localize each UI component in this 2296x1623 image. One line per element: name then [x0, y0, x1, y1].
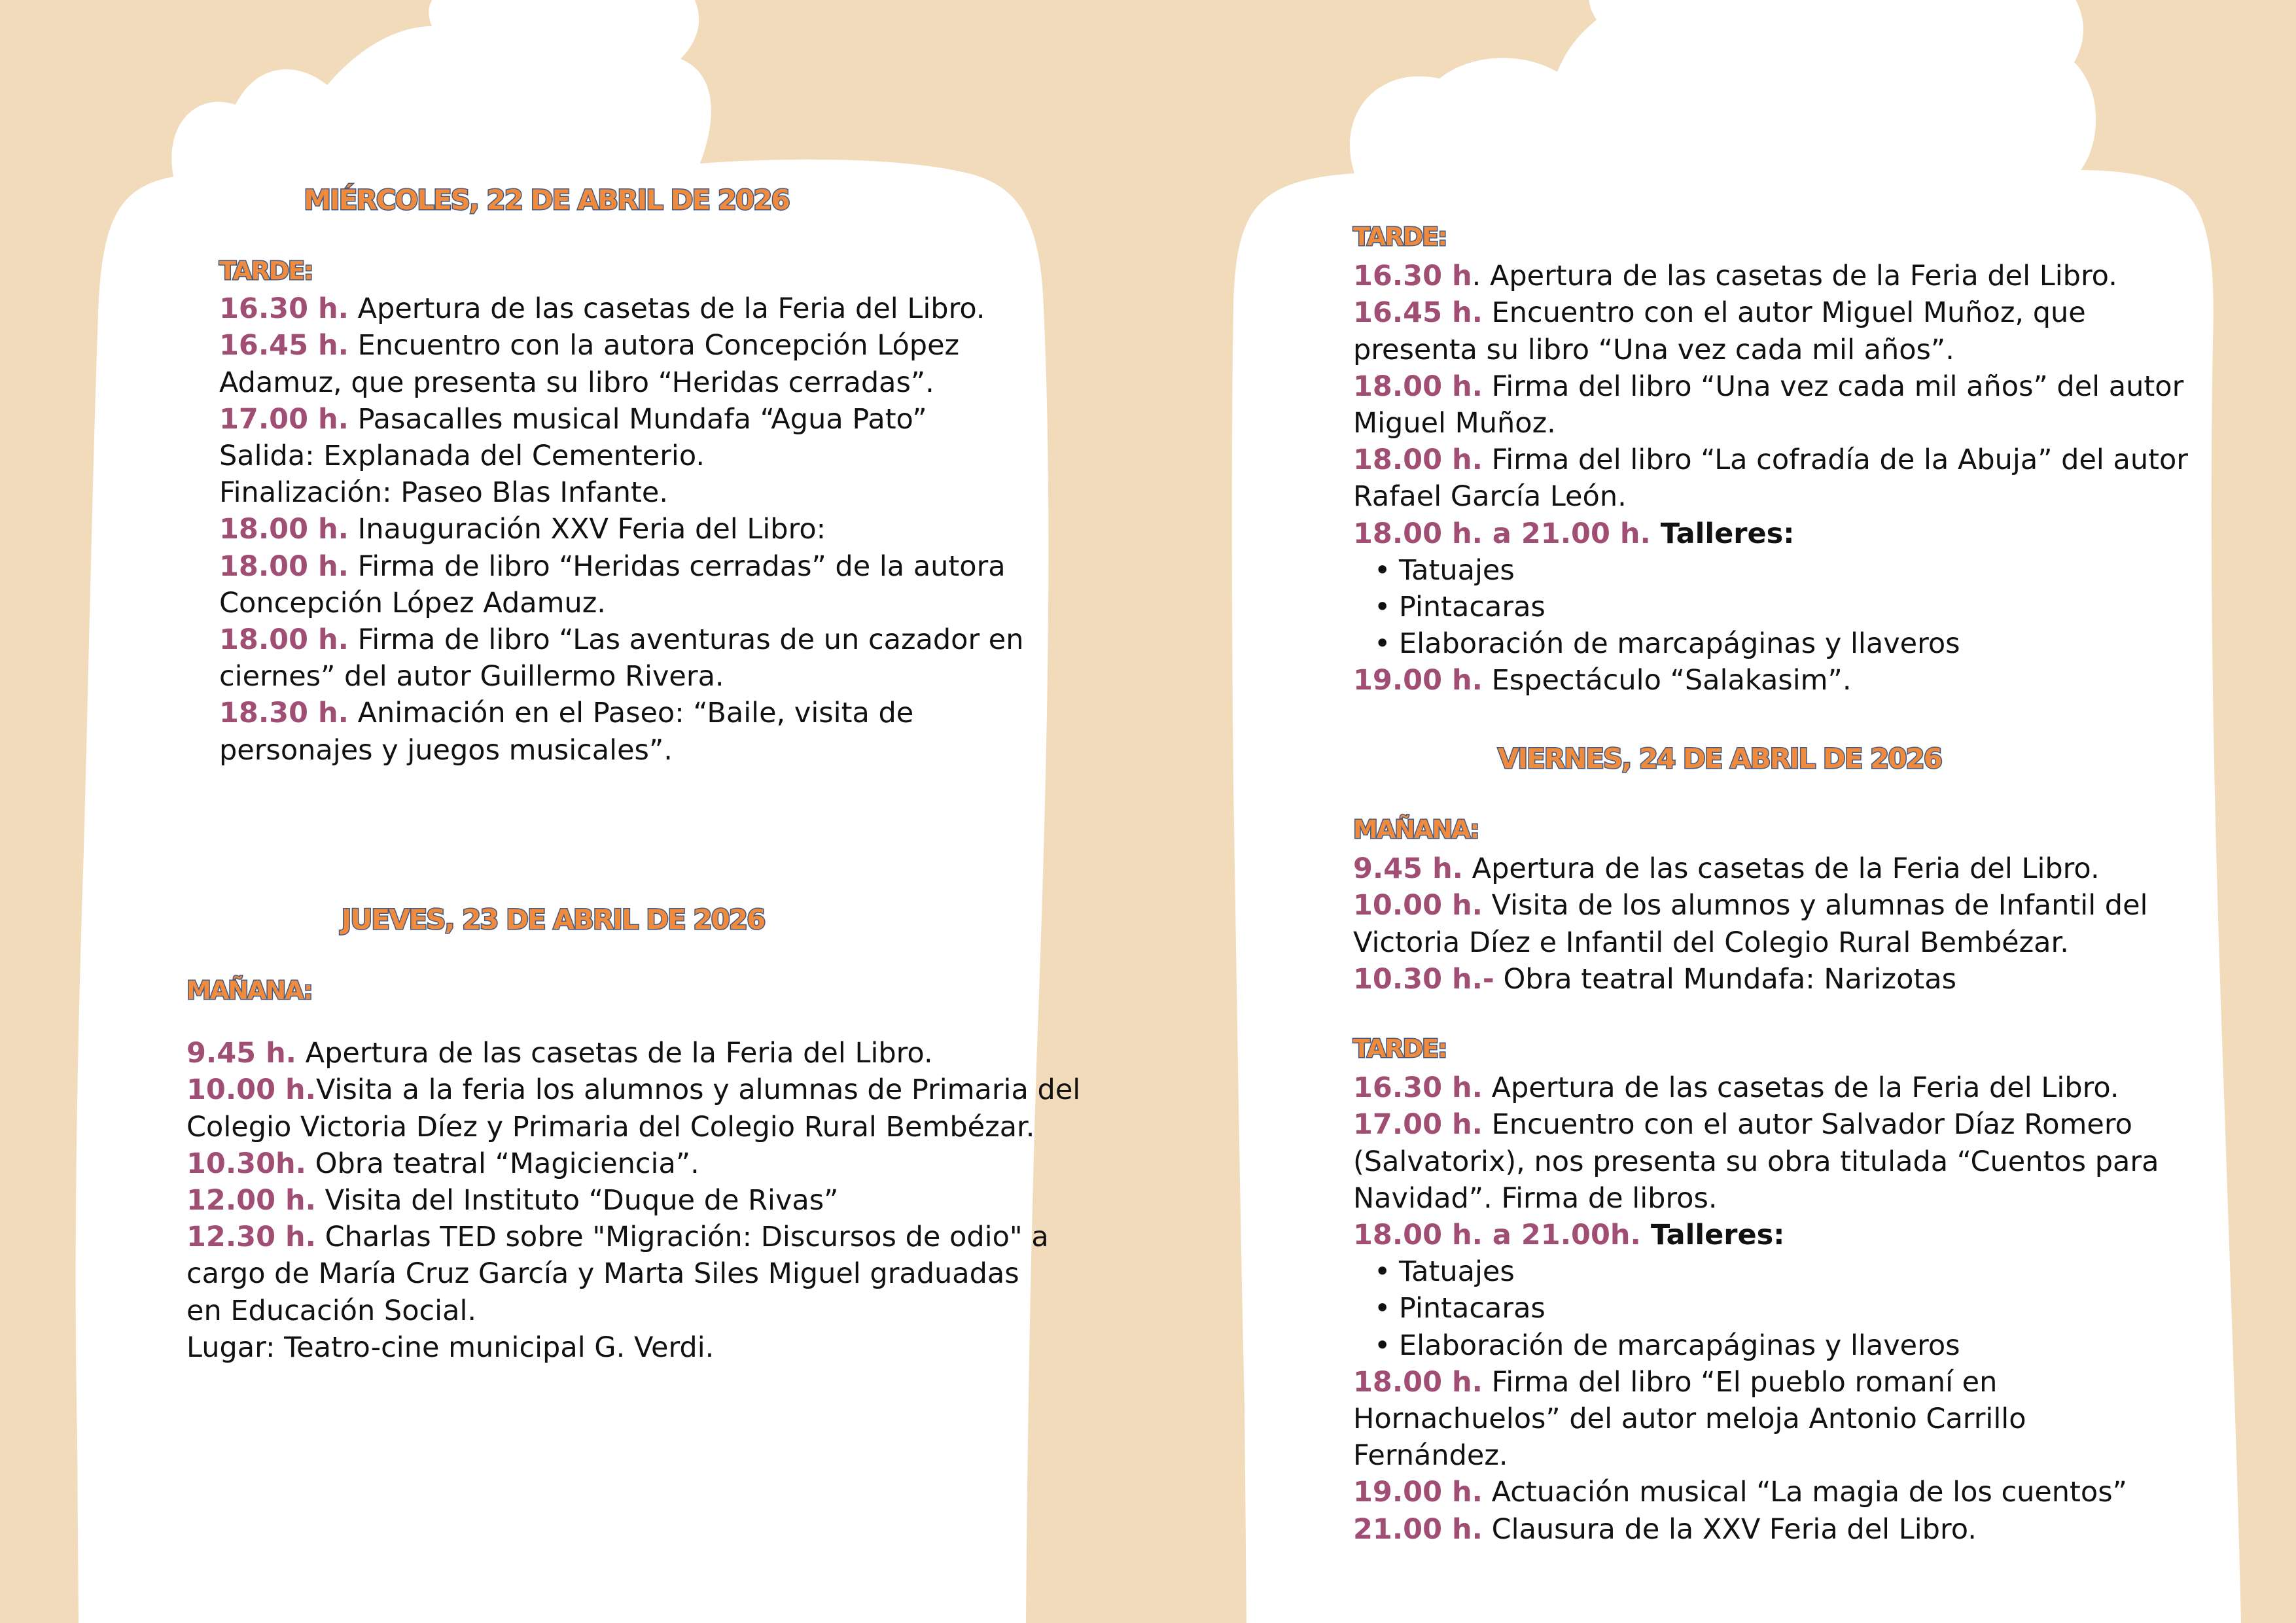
schedule-line: en Educación Social. — [186, 1294, 477, 1327]
event-text: Inauguración XXV Feria del Libro: — [348, 513, 826, 546]
schedule-line — [1353, 850, 2230, 887]
schedule-line — [1353, 1474, 2230, 1510]
event-text: Animación en el Paseo: “Baile, visita de — [348, 697, 914, 730]
event-time: 17.00 h. — [219, 402, 349, 436]
event-text: Firma del libro “Una vez cada mil años” del autor — [1482, 370, 2184, 403]
event-text: Apertura de las casetas de la Feria del Libro. — [348, 292, 985, 326]
event-time: 16.30 h. — [219, 292, 349, 326]
schedule-line — [1353, 887, 2230, 924]
schedule-line: Concepción López Adamuz. — [219, 586, 606, 620]
schedule-line — [219, 695, 1096, 731]
event-time: 12.00 h. — [186, 1184, 316, 1217]
event-time: 18.00 h. — [219, 513, 349, 546]
event-time: 19.00 h. — [1353, 664, 1483, 697]
schedule-line: Finalización: Paseo Blas Infante. — [219, 476, 668, 510]
schedule-line — [219, 401, 1096, 438]
schedule-line: Colegio Victoria Díez y Primaria del Colegio Rural Bembézar. — [186, 1110, 1035, 1143]
workshops-label: Talleres: — [1650, 517, 1795, 550]
event-time: 16.45 h. — [1353, 296, 1483, 330]
wednesday-block — [219, 182, 1096, 769]
workshop-item: • Pintacaras — [1353, 1290, 2230, 1327]
event-time: 9.45 h. — [1353, 852, 1464, 886]
event-time: 18.00 h. — [1353, 370, 1483, 403]
schedule-line — [1353, 1070, 2230, 1106]
event-time: 10.00 h. — [1353, 889, 1483, 922]
event-text: Obra teatral Mundafa: Narizotas — [1494, 962, 1956, 996]
event-text: Visita del Instituto “Duque de Rivas” — [315, 1184, 839, 1217]
event-time: 10.30h. — [186, 1147, 306, 1180]
friday-morning-label: MAÑANA: — [1353, 815, 1479, 844]
event-text: Visita de los alumnos y alumnas de Infantil del — [1482, 889, 2148, 922]
schedule-line — [1353, 368, 2230, 405]
event-time: 18.00 h. a 21.00h. — [1353, 1219, 1641, 1252]
schedule-line — [186, 1035, 1050, 1072]
schedule-line: Salida: Explanada del Cementerio. — [219, 440, 705, 473]
event-text: Charlas TED sobre "Migración: Discursos de odio" a — [315, 1221, 1049, 1254]
workshop-item: • Elaboración de marcapáginas y llaveros — [1353, 625, 2230, 662]
event-time: 10.00 h. — [186, 1073, 316, 1107]
schedule-line — [1353, 1364, 2230, 1401]
schedule-line: Hornachuelos” del autor meloja Antonio Carrillo — [1353, 1403, 2026, 1436]
event-time: 10.30 h.- — [1353, 962, 1494, 996]
schedule-line — [1353, 1106, 2230, 1143]
event-text: Encuentro con el autor Miguel Muñoz, que — [1482, 296, 2086, 330]
event-text: Firma del libro “La cofradía de la Abuja” del autor — [1482, 444, 2188, 477]
friday-afternoon-label: TARDE: — [1353, 1034, 1447, 1064]
event-text: Obra teatral “Magiciencia”. — [306, 1147, 699, 1180]
thursday-title: JUEVES, 23 DE ABRIL DE 2026 — [341, 903, 765, 935]
event-time: 17.00 h. — [1353, 1108, 1483, 1142]
event-text: Actuación musical “La magia de los cuentos” — [1482, 1476, 2127, 1509]
event-time: 18.00 h. — [219, 550, 349, 583]
workshop-item: • Tatuajes — [1353, 552, 2230, 589]
event-time: 18.00 h. — [219, 623, 349, 657]
schedule-line — [186, 1145, 1050, 1182]
schedule-line: cargo de María Cruz García y Marta Siles Miguel graduadas — [186, 1257, 1019, 1291]
schedule-line — [186, 1072, 1081, 1108]
schedule-line: ciernes” del autor Guillermo Rivera. — [219, 660, 724, 693]
workshops-label: Talleres: — [1640, 1219, 1785, 1252]
schedule-line — [186, 1182, 1050, 1219]
wednesday-afternoon-label: TARDE: — [219, 256, 313, 285]
thursday-morning-label: MAÑANA: — [186, 976, 312, 1005]
schedule-line — [219, 621, 1096, 658]
event-time: 18.00 h. a 21.00 h. — [1353, 517, 1651, 550]
schedule-line — [219, 511, 1096, 548]
schedule-line: Victoria Díez e Infantil del Colegio Rural Bembézar. — [1353, 926, 2069, 959]
schedule-line — [1353, 1217, 2230, 1253]
event-time: 19.00 h. — [1353, 1476, 1483, 1509]
event-time: 16.45 h. — [219, 329, 349, 362]
event-text: Encuentro con la autora Concepción López — [348, 329, 960, 362]
schedule-line — [1353, 961, 2230, 998]
event-text: Clausura de la XXV Feria del Libro. — [1482, 1512, 1977, 1546]
event-text: Espectáculo “Salakasim”. — [1482, 664, 1852, 697]
event-time: 9.45 h. — [186, 1037, 297, 1070]
event-text: Apertura de las casetas de la Feria del Libro. — [1482, 1072, 2119, 1105]
event-text: . Apertura de las casetas de la Feria del Libro. — [1472, 260, 2117, 293]
event-time: 18.30 h. — [219, 697, 349, 730]
schedule-line: Fernández. — [1353, 1439, 1508, 1473]
schedule-line: personajes y juegos musicales”. — [219, 733, 673, 767]
schedule-line — [1353, 258, 2230, 294]
event-text: Firma de libro “Las aventuras de un cazador en — [348, 623, 1024, 657]
event-time: 18.00 h. — [1353, 1365, 1483, 1399]
schedule-line: (Salvatorix), nos presenta su obra titulada “Cuentos para — [1353, 1145, 2159, 1178]
thursday-morning-block — [186, 901, 1081, 1366]
event-text: Firma de libro “Heridas cerradas” de la autora — [348, 550, 1006, 583]
schedule-line — [219, 548, 1096, 585]
event-text: Apertura de las casetas de la Feria del Libro. — [1463, 852, 2100, 886]
workshop-item: • Pintacaras — [1353, 589, 2230, 625]
schedule-line: Miguel Muñoz. — [1353, 407, 1556, 440]
schedule-line: presenta su libro “Una vez cada mil años”. — [1353, 333, 1954, 366]
event-time: 16.30 h — [1353, 260, 1472, 293]
schedule-line — [1353, 515, 2230, 552]
event-text: Apertura de las casetas de la Feria del Libro. — [296, 1037, 933, 1070]
thursday-afternoon-block — [1353, 218, 2230, 699]
schedule-line: Lugar: Teatro-cine municipal G. Verdi. — [186, 1331, 715, 1364]
event-text: Firma del libro “El pueblo romaní en — [1482, 1365, 1998, 1399]
schedule-line — [1353, 662, 2230, 699]
thursday-afternoon-label: TARDE: — [1353, 222, 1447, 251]
friday-title: VIERNES, 24 DE ABRIL DE 2026 — [1497, 742, 1941, 775]
schedule-line: Navidad”. Firma de libros. — [1353, 1181, 1718, 1215]
workshop-item: • Tatuajes — [1353, 1253, 2230, 1290]
event-text: Pasacalles musical Mundafa “Agua Pato” — [348, 402, 927, 436]
schedule-line — [1353, 294, 2230, 331]
event-time: 16.30 h. — [1353, 1072, 1483, 1105]
schedule-line — [1353, 1511, 2230, 1548]
schedule-line — [219, 327, 1096, 364]
workshop-item: • Elaboración de marcapáginas y llaveros — [1353, 1327, 2230, 1364]
wednesday-title: MIÉRCOLES, 22 DE ABRIL DE 2026 — [304, 184, 789, 216]
event-text: Visita a la feria los alumnos y alumnas de Primaria del — [315, 1073, 1081, 1107]
schedule-line: Rafael García León. — [1353, 480, 1627, 514]
schedule-line: Adamuz, que presenta su libro “Heridas cerradas”. — [219, 366, 934, 399]
schedule-line — [1353, 442, 2230, 478]
event-time: 18.00 h. — [1353, 444, 1483, 477]
friday-block — [1353, 741, 2230, 1548]
event-text: Encuentro con el autor Salvador Díaz Romero — [1482, 1108, 2132, 1142]
event-time: 12.30 h. — [186, 1221, 316, 1254]
schedule-line — [219, 290, 1096, 327]
schedule-line — [186, 1219, 1050, 1255]
event-time: 21.00 h. — [1353, 1512, 1483, 1546]
